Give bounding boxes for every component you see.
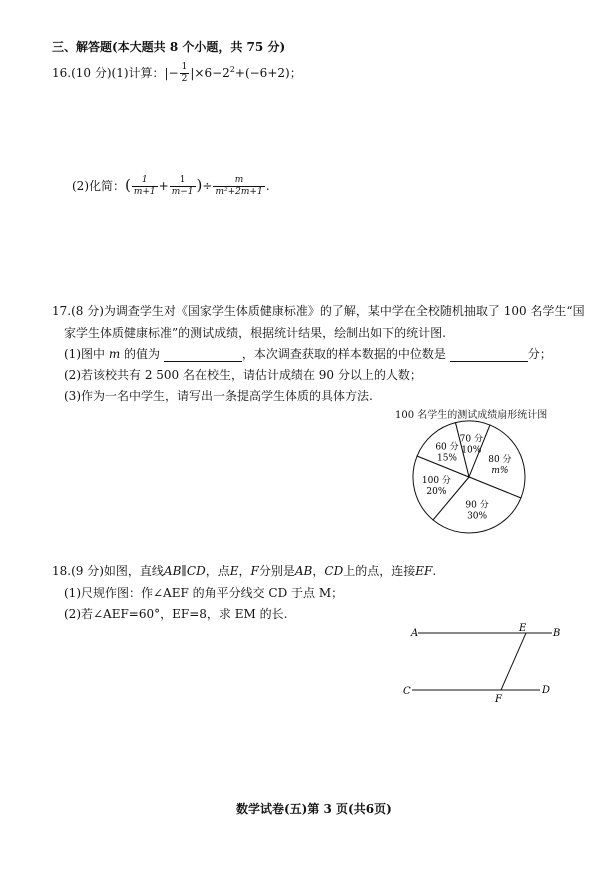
- label-a: A: [411, 628, 419, 639]
- q18-l1-h: AB: [294, 564, 313, 578]
- q16-half-den: 2: [181, 74, 188, 84]
- pie-slice-label: 60 分: [435, 442, 459, 453]
- pie-slice-value: 30%: [467, 511, 488, 522]
- q17-line1: 17.(8 分)为调查学生对《国家学生体质健康标准》的了解，某中学在全校随机抽取了 100 名学生“国: [52, 304, 585, 318]
- q17-sub3: (3)作为一名中学生，请写出一条提高学生体质的具体方法.: [64, 389, 373, 403]
- q16-part1: [52, 62, 302, 85]
- q16-frac3: [213, 175, 264, 198]
- q18-l1-b: AB∥CD: [163, 564, 206, 578]
- q17-answer-blank-1[interactable]: [164, 349, 242, 362]
- q16-part2-label: (2)化简：: [72, 179, 125, 193]
- section-header: 三、解答题(本大题共 8 个小题，共 75 分): [52, 40, 286, 54]
- q16-frac2: [170, 175, 196, 198]
- q16-div: ÷: [202, 179, 213, 193]
- pie-chart: [412, 420, 537, 540]
- q16-half-num: 1: [181, 62, 188, 72]
- pie-slice-label: 80 分: [488, 454, 512, 465]
- q16-expr-end: +(−6+2)；: [234, 66, 302, 80]
- q18-l1-g: 分别是: [258, 564, 295, 578]
- label-e: E: [519, 623, 527, 634]
- q17-sub1-d: 分；: [527, 347, 552, 361]
- q18-l1-d: E: [229, 564, 239, 578]
- pie-slice-value: 20%: [426, 487, 447, 498]
- q18-l1-k: 上的点，连接: [343, 564, 416, 578]
- q16-frac1: [132, 175, 158, 198]
- q16-half-fraction: [180, 62, 190, 85]
- q16-paren-open: (: [125, 176, 131, 194]
- q18-l1-a: 18.(9 分)如图，直线: [52, 564, 164, 578]
- q18-l1-e: ，: [238, 564, 251, 578]
- parallel-lines-figure: [395, 620, 570, 710]
- q17-sub1: [64, 345, 552, 362]
- pie-slice-value: m%: [491, 465, 509, 476]
- q17-line2: 家学生体质健康标准”的测试成绩，根据统计结果，绘制出如下的统计图.: [64, 326, 446, 340]
- q18-l1-c: ，点: [205, 564, 230, 578]
- q18-sub1: (1)尺规作图：作∠AEF 的角平分线交 CD 于点 M；: [64, 586, 344, 600]
- label-f: F: [495, 694, 502, 705]
- q16-part2: [72, 175, 270, 198]
- q16-paren-close: ): [196, 176, 203, 194]
- pie-slice-value: 10%: [461, 445, 482, 456]
- q16-frac3-num: m: [213, 175, 264, 187]
- q17-sub2: (2)若该校共有 2 500 名在校生，请估计成绩在 90 分以上的人数；: [64, 368, 422, 382]
- q18-sub2: (2)若∠AEF=60°，EF=8，求 EM 的长.: [64, 607, 288, 621]
- q18-l1-l: EF: [415, 564, 433, 578]
- q16-frac1-num: 1: [132, 175, 158, 187]
- q16-period: .: [265, 179, 270, 193]
- q16-abs-open: |−: [164, 66, 179, 80]
- q17-sub1-a: (1)图中: [64, 347, 105, 361]
- q16-frac2-den: m−1: [171, 187, 194, 197]
- label-c: C: [403, 686, 411, 697]
- segment-ef: [501, 633, 526, 690]
- q18-l1-f: F: [250, 564, 259, 578]
- pie-slice-label: 100 分: [421, 476, 451, 487]
- q17-sub1-b: 的值为: [124, 347, 161, 361]
- q18-line1: [52, 562, 436, 579]
- page-footer: 数学试卷(五)第 3 页(共6页): [236, 802, 392, 816]
- q16-prefix: 16.(10 分)(1)计算：: [52, 66, 165, 80]
- pie-slice-label: 70 分: [459, 434, 483, 445]
- pie-slice-label: 90 分: [465, 500, 489, 511]
- q16-frac1-den: m+1: [133, 187, 156, 197]
- q16-expr-tail: |×6−2: [190, 66, 230, 80]
- q18-l1-j: CD: [324, 564, 344, 578]
- chart-title: 100 名学生的测试成绩扇形统计图: [395, 410, 548, 421]
- q18-l1-i: ，: [312, 564, 325, 578]
- label-d: D: [542, 685, 551, 696]
- q16-plus: +: [158, 179, 169, 193]
- q17-sub1-c: ，本次调查获取的样本数据的中位数是: [241, 347, 446, 361]
- q16-frac3-den: m²+2m+1: [215, 187, 263, 197]
- label-b: B: [553, 628, 561, 639]
- q18-l1-m: .: [432, 564, 437, 578]
- q17-answer-blank-2[interactable]: [450, 349, 528, 362]
- q17-sub1-m: m: [108, 347, 121, 361]
- q16-frac2-num: 1: [170, 175, 196, 187]
- q16-exponent: 2: [229, 65, 235, 74]
- pie-slice-value: 15%: [436, 453, 458, 464]
